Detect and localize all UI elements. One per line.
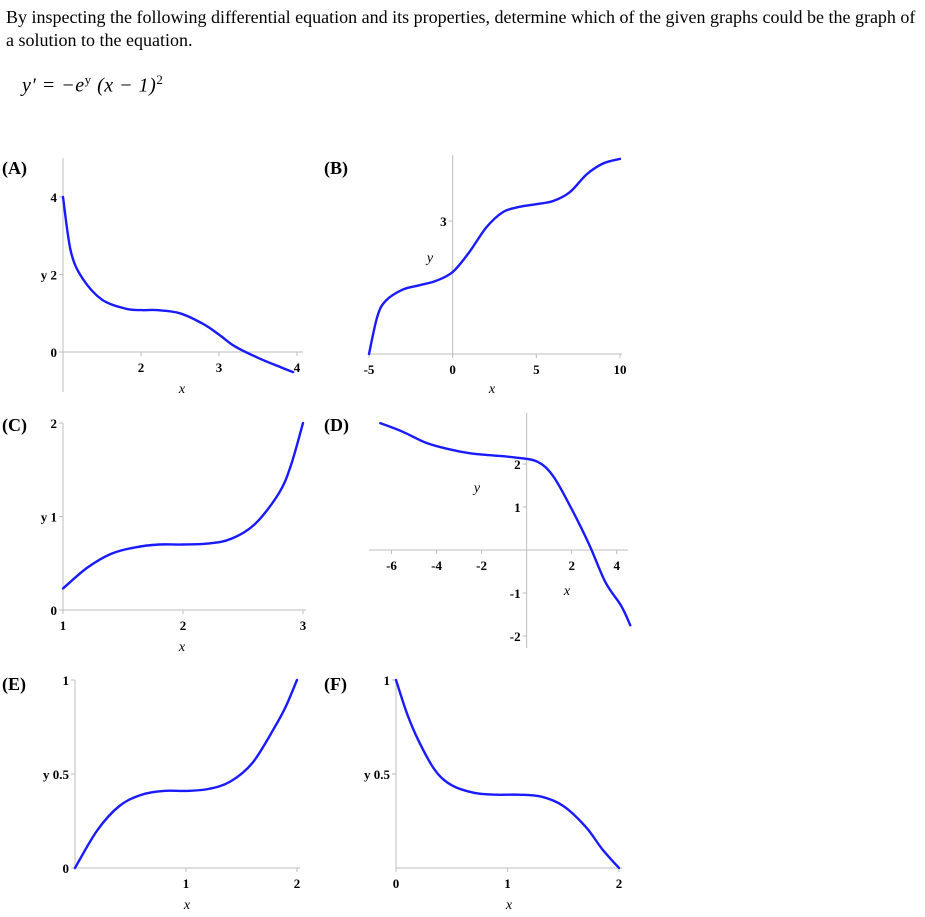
panel-label-e: (E) bbox=[2, 674, 26, 694]
y-tick-label-d-3: -2 bbox=[509, 629, 521, 644]
x-tick-label-f-0: 0 bbox=[392, 876, 400, 891]
x-axis-name-e: x bbox=[183, 898, 191, 913]
x-axis-name-b: x bbox=[488, 382, 496, 397]
x-tick-label-f-1: 1 bbox=[504, 876, 511, 891]
x-tick-label-b-3: 10 bbox=[613, 362, 627, 377]
x-tick-label-e-1: 2 bbox=[293, 876, 301, 891]
equation-factor: (x − 1) bbox=[91, 74, 157, 97]
x-axis-name-c: x bbox=[178, 640, 186, 655]
x-axis-name-d: x bbox=[563, 584, 571, 599]
y-tick-label-b-0: 3 bbox=[440, 214, 447, 229]
x-tick-label-b-0: -5 bbox=[363, 362, 375, 377]
x-tick-label-d-0: -6 bbox=[386, 558, 397, 573]
solution-curve-e bbox=[75, 680, 297, 868]
y-tick-label-e-0: 0 bbox=[62, 861, 69, 876]
panel-label-b: (B) bbox=[324, 158, 348, 178]
x-tick-label-d-2: -2 bbox=[476, 558, 488, 573]
panel-label-d: (D) bbox=[324, 415, 349, 435]
solution-curve-d bbox=[380, 423, 630, 625]
x-tick-label-d-3: 2 bbox=[568, 558, 575, 573]
y-tick-label-a-0: 0 bbox=[50, 345, 57, 360]
x-tick-label-f-2: 2 bbox=[615, 876, 623, 891]
y-tick-label-c-1: y 1 bbox=[40, 509, 57, 525]
x-tick-label-c-1: 2 bbox=[179, 618, 187, 633]
panel-label-c: (C) bbox=[2, 415, 27, 435]
x-tick-label-c-0: 1 bbox=[59, 618, 67, 633]
x-tick-label-a-1: 3 bbox=[215, 360, 223, 375]
x-tick-label-a-2: 4 bbox=[293, 360, 301, 375]
x-tick-label-b-2: 5 bbox=[533, 362, 540, 377]
panel-label-f: (F) bbox=[324, 674, 347, 694]
x-tick-label-e-0: 1 bbox=[182, 876, 190, 891]
x-tick-label-b-1: 0 bbox=[449, 362, 456, 377]
y-tick-label-e-1: y 0.5 bbox=[43, 767, 69, 782]
y-tick-label-e-2: 1 bbox=[62, 673, 69, 688]
solution-curve-f bbox=[396, 680, 619, 868]
solution-curve-b bbox=[369, 159, 620, 354]
y-tick-label-a-1: y 2 bbox=[40, 267, 57, 283]
y-tick-label-f-0: y 0.5 bbox=[364, 767, 390, 782]
y-tick-label-d-1: 1 bbox=[514, 500, 521, 515]
y-tick-label-d-2: -1 bbox=[509, 586, 521, 601]
y-tick-label-d-0: 2 bbox=[514, 457, 521, 472]
panel-label-a: (A) bbox=[2, 158, 27, 178]
x-tick-label-a-0: 2 bbox=[137, 360, 145, 375]
y-tick-label-c-2: 2 bbox=[50, 416, 57, 431]
y-axis-name-d: y bbox=[473, 481, 481, 496]
equation-lhs: y′ = −e bbox=[22, 74, 85, 97]
x-axis-name-a: x bbox=[178, 382, 186, 397]
solution-curve-c bbox=[63, 423, 303, 589]
x-axis-name-f: x bbox=[505, 898, 513, 913]
x-tick-label-c-2: 3 bbox=[299, 618, 307, 633]
x-tick-label-d-4: 4 bbox=[613, 558, 620, 573]
question-text: By inspecting the following differential equation and its properties, determine which of the given graphs could be the graph of a solution to the equation. bbox=[6, 7, 916, 50]
x-tick-label-d-1: -4 bbox=[431, 558, 442, 573]
y-tick-label-f-1: 1 bbox=[383, 673, 390, 688]
equation-exponent: y bbox=[84, 72, 92, 87]
y-axis-name-b: y bbox=[426, 251, 434, 266]
equation-power: 2 bbox=[156, 72, 164, 87]
y-tick-label-a-2: 4 bbox=[50, 190, 57, 205]
y-tick-label-c-0: 0 bbox=[50, 603, 57, 618]
solution-curve-a bbox=[63, 197, 293, 372]
